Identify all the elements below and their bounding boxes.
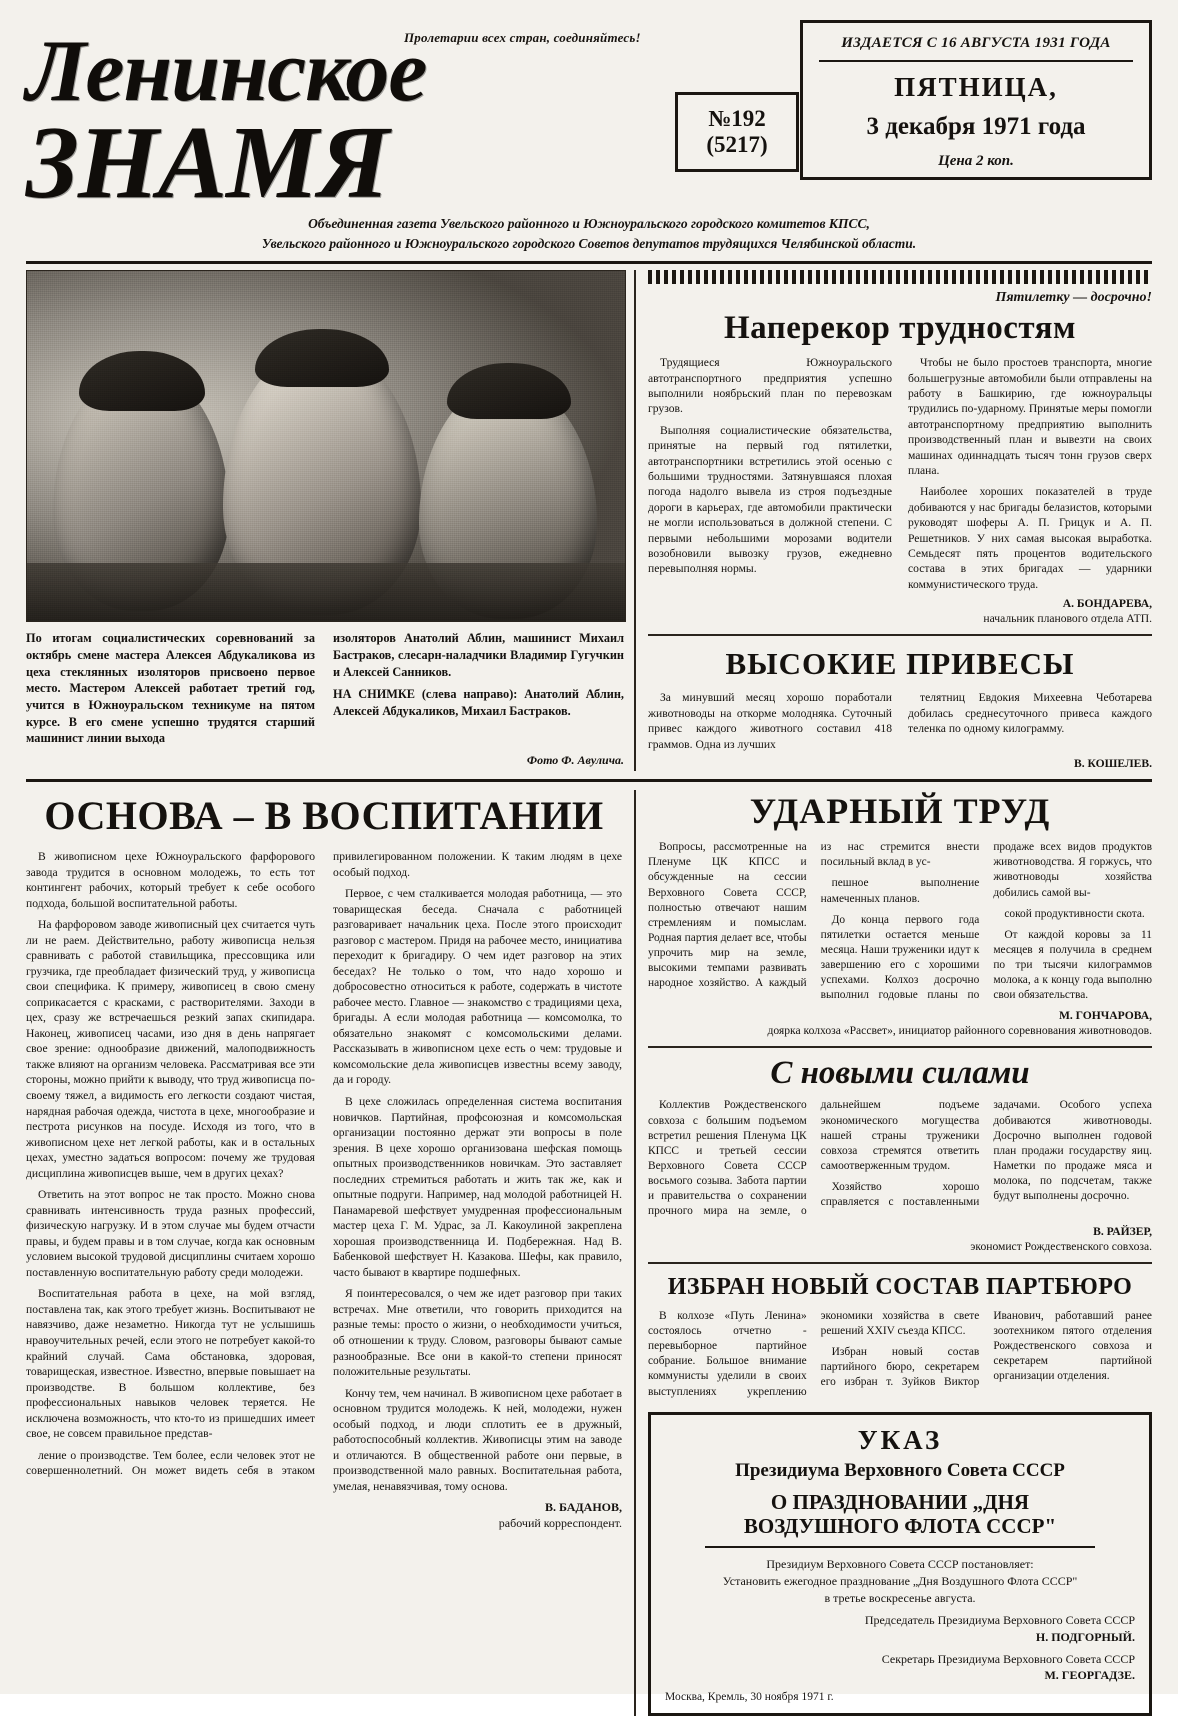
- section-divider: [648, 634, 1152, 636]
- headline-novye-sily: С новыми силами: [770, 1054, 1030, 1091]
- kicker-pyatiletku: Пятилетку — досрочно!: [995, 290, 1152, 306]
- main-content: [26, 779, 1152, 1716]
- paragraph: В колхозе «Путь Ленина» состоялось отчетно - перевыборное партийное собрание. Большое внимание коммунисты уделили в своих выступлениях укреплению экономики хозяйства в свете решений XXIV съезда КПСС.: [648, 1309, 980, 1398]
- byline-badanov: [26, 1500, 622, 1531]
- photo-caption-right-2: НА СНИМКЕ (слева направо): Анатолий Аблин, Алексей Абдукаликов, Михаил Бастраков.: [333, 687, 624, 718]
- headline-partbyuro: ИЗБРАН НОВЫЙ СОСТАВ ПАРТБЮРО: [667, 1273, 1133, 1300]
- signature-name: В. РАЙЗЕР,: [1093, 1224, 1152, 1238]
- signature-name: М. ГОНЧАРОВА,: [1058, 1008, 1152, 1022]
- paragraph: Ответить на этот вопрос не так просто. Можно снова сравнивать интенсивность труда разных профессий, физическую нагрузку. И в этом случае мы будем отчасти правы, и будем правы и в том случае, когда как основным условием высокой трудовой дисциплины считаем хорошо поставленную воспитательную работу среди молодежи.: [26, 1188, 315, 1279]
- subtitle-line-1: Объединенная газета Увельского районного и Южноуральского городского комитетов КПСС,: [308, 216, 870, 231]
- paragraph: Я поинтересовался, о чем же идет разговор при таких встречах. Мне ответили, что говорить приходится на разные темы: просто о жизни, о необходимости учиться, об отношении к труду. Словом, разговоры бывают самые разнообразные. Все они в какой-то степени приносят положительные результаты.: [333, 1287, 622, 1379]
- paragraph: Хозяйство хорошо справляется с поставленными задачами. Особого успеха добиваются животноводы. Досрочно выполнен годовой план продажи государству яиц. Наметки по продаже мяса и молока, по подсчетам, также будут выполнены досрочно.: [820, 1099, 1152, 1209]
- issue-serial: (5217): [706, 132, 768, 157]
- ukaz-title: УКАЗ: [857, 1424, 943, 1455]
- subtitle-line-2: Увельского районного и Южноуральского городского Советов депутатов трудящихся Челябинской области.: [261, 235, 917, 251]
- paragraph: пешное выполнение намеченных планов.: [820, 877, 980, 905]
- ukaz-sign1-name: Н. ПОДГОРНЫЙ.: [1035, 1629, 1135, 1644]
- paragraph: За минувший месяц хорошо поработали животноводы на откорме молодняка. Суточный привес каждого животного составил 418 граммов. Одна из лучших: [648, 691, 892, 751]
- photo-grain-overlay: [27, 271, 625, 621]
- headline-vysokie-privesy: ВЫСОКИЕ ПРИВЕСЫ: [725, 646, 1075, 682]
- paper-title-line2: ЗНАМЯ: [26, 104, 389, 220]
- paragraph: В цехе сложилась определенная система воспитания новичков. Партийная, профсоюзная и комсомольская организации постоянно держат эти вопросы в поле зрения. В цехе хорошо организована шефская помощь опытных производственников новичкам. Это заставляет последних стремиться работать и жить так же, как и опытные подруги. Например, над молодой работницей Н. Панамаревой шефствует умудренная профессиональным мастер цеха Г. М. Удрас, за Л. Какоулиной закреплена хорошая производственница И. Подбережная. Над В. Бабенковой шефствует Н. Казакова. Шефы, как правило, часто бывают в квартире подшефных.: [333, 1095, 622, 1279]
- article-osnova: [26, 790, 636, 1716]
- photo-caption-right-1: изоляторов Анатолий Аблин, машинист Михаил Бастраков, слесарн-наладчики Владимир Гугучкин и Алексей Санников.: [333, 631, 624, 679]
- price: Цена 2 коп.: [938, 153, 1014, 169]
- ukaz-body-line3: в третье воскресенье августа.: [824, 1590, 976, 1605]
- top-section: [26, 270, 1152, 771]
- headline-naperekor: Наперекор трудностям: [724, 310, 1076, 347]
- issue-number: №192: [708, 106, 766, 132]
- paragraph: Кончу тем, чем начинал. В живописном цехе работает в основном трудится молодежь. К ней, молодежи, нужен особый подход, и люди сплотить ее в дружный, работоспособный коллектив. Живописцы этим на заводе и отличаются. В общественной работе они первые, в производственной мало равных. Воспитательная работа, умелая, ненавязчивая, тому основа.: [333, 1386, 622, 1493]
- founded-line: ИЗДАЕТСЯ С 16 АВГУСТА 1931 ГОДА: [841, 35, 1111, 51]
- signature-goncharova: [648, 1008, 1152, 1038]
- paragraph: До конца первого года пятилетки остается меньше месяца. Наши труженики идут к завершению его с хорошими успехами. Колхоз досрочно выполнил годовые планы по продаже всех видов продуктов животноводства. Я горжусь, что животноводы хозяйства добились самой вы-: [820, 841, 1152, 1002]
- paragraph: Трудящиеся Южноуральского автотранспортного предприятия успешно выполнили ноябрьский план по перевозкам грузов.: [648, 356, 892, 416]
- section-divider: [648, 1262, 1152, 1264]
- article-novye-sily-body: [648, 1098, 1152, 1219]
- headline-udarny-trud: УДАРНЫЙ ТРУД: [749, 791, 1051, 832]
- ukaz-sign1-role: Председатель Президиума Верховного Совета СССР: [864, 1613, 1135, 1628]
- top-right-column: [636, 270, 1152, 771]
- paper-title-line1: Ленинское: [26, 23, 427, 120]
- ukaz-sign2-name: М. ГЕОРГАДЗЕ.: [1044, 1667, 1135, 1682]
- date-block: [800, 20, 1152, 180]
- paragraph: Чтобы не было простоев транспорта, многие большегрузные автомобили были отправлены на работу в Башкирию, где южноуральцы трудились по-ударному. Принятые меры помогли автотранспортному предприятию выполнить производственный план и вывезти на своих машинах одиннадцать тысяч тонн грузов сверх плана.: [908, 356, 1152, 477]
- photo-caption-right: [325, 630, 624, 747]
- paragraph: Коллектив Рождественского совхоза с большим подъемом встретил решения Пленума ЦК КПСС и третьей сессии Верховного Совета СССР восьмого созыва. Забота партии и правительства о сохранении прочного мира на земле, о дальнейшем подъеме экономического могущества нашей страны труженики совхоза стремятся ответить самоотверженным трудом.: [648, 1099, 980, 1218]
- signature-role: экономист Рождественского совхоза.: [970, 1239, 1152, 1253]
- paragraph: Воспитательная работа в цехе, на мой взгляд, поставлена так, как этого требует жизнь. Воспитывают не навязчиво, даже незаметно. Никогда тут не услышишь нравоучительных речей, если этого не потребует какой-то крайний случай. Сама обстановка, здоровая, товарищеская, известное. Известно, впервые повышает на производстве. В большом коллективе, без профессиональных навыков человек теряется. Не исключена возможность, что кто-то из пришедших имеет свое, не совсем правильное представ-: [26, 1287, 315, 1441]
- paragraph: Первое, с чем сталкивается молодая работница, — это товарищеская беседа. Сначала с работницей разговаривает начальник цеха. После этого происходит разговор с мастером. Придя на рабочее место, инициатива переходит к бригадиру. О чем идет разговор на этих беседах? Не только о том, что надо хорошо и добросовестно относиться к работе, содержать в чистоте рабочее место. Главное — знакомство с традициями цеха, бригады. А если молодая работница — комсомолка, то обязательно знакомят с комсомольскими делами. Рассказывать в живописном цехе есть о чем: трудовые и комсомольские дела живописцев известны всему заводу, да и городу.: [333, 887, 622, 1087]
- ukaz-heading-line1: О ПРАЗДНОВАНИИ „ДНЯ: [770, 1489, 1030, 1514]
- headline-osnova: ОСНОВА – В ВОСПИТАНИИ: [44, 793, 604, 839]
- paragraph: сокой продуктивности скота.: [1004, 907, 1145, 920]
- paragraph: Наиболее хороших показателей в труде добиваются у нас бригады белазистов, которыми руководят шоферы А. П. Грицук и А. П. Решетников. У них самая высокая выработка. Семьдесят пять процентов водительского состава в этих бригадах — ударники коммунистического труда.: [908, 485, 1152, 591]
- byline-name: В. БАДАНОВ,: [544, 1500, 622, 1515]
- date-rule: [819, 60, 1133, 62]
- ukaz-signature-2: [665, 1651, 1135, 1683]
- paragraph: ление о производстве. Тем более, если человек этот не совершеннолетний. Он может видеть себя в этаком привилегированном положении. К таким людям в цехе особый подход.: [26, 850, 622, 1478]
- ukaz-subtitle: Президиума Верховного Совета СССР: [735, 1459, 1065, 1481]
- paragraph: В живописном цехе Южноуральского фарфорового завода трудится в основном молодежь, то есть тот контингент рабочих, который требует к себе особого подхода, большой воспитательной работы.: [26, 850, 315, 910]
- ukaz-box: [648, 1412, 1152, 1716]
- issue-box: [675, 92, 799, 172]
- signature-role: начальник планового отдела АТП.: [983, 612, 1152, 626]
- article-osnova-body: [26, 849, 622, 1494]
- issue-date: 3 декабря 1971 года: [866, 113, 1086, 140]
- decorative-ornament: [648, 270, 1152, 284]
- paragraph: От каждой коровы за 11 месяцев я получила в среднем по три тысячи килограммов молока, а к концу года выполню свои обязательства.: [993, 928, 1152, 1002]
- masthead-divider: [26, 261, 1152, 264]
- masthead: [26, 14, 1152, 220]
- section-divider: [648, 1046, 1152, 1048]
- paragraph: Избран новый состав партийного бюро, секретарем его избран т. Зуйков Виктор Иванович, работавший ранее зоотехником пятого отделения Рождественского совхоза и секретарем партийной организации отделения.: [820, 1309, 1152, 1389]
- signature-bondareva: [648, 596, 1152, 626]
- photo-credit: Фото Ф. Авулича.: [526, 753, 624, 768]
- ukaz-place-date: Москва, Кремль, 30 ноября 1971 г.: [665, 1691, 834, 1704]
- ukaz-heading-line2: ВОЗДУШНОГО ФЛОТА СССР": [743, 1513, 1057, 1538]
- signature-name: А. БОНДАРЕВА,: [1062, 597, 1152, 611]
- slogan: Пролетарии всех стран, соединяйтесь!: [404, 30, 641, 45]
- photo-caption: [26, 630, 624, 747]
- right-column: [636, 790, 1152, 1716]
- nameplate: [26, 14, 666, 220]
- article-naperekor-body: [648, 355, 1152, 592]
- paragraph: телятниц Евдокия Михеевна Чеботарева добилась среднесуточного привеса каждого теленка по одному килограмму.: [908, 691, 1152, 736]
- signature-role: доярка колхоза «Рассвет», инициатор районного соревнования животноводов.: [767, 1023, 1152, 1037]
- signature-raizer: [648, 1224, 1152, 1254]
- article-partbyuro-body: [648, 1309, 1152, 1400]
- article-privesy-body: [648, 690, 1152, 752]
- signature-name: В. КОШЕЛЕВ.: [1074, 756, 1152, 770]
- ukaz-body-line1: Президиум Верховного Совета СССР постановляет:: [766, 1556, 1034, 1571]
- ukaz-sign2-role: Секретарь Президиума Верховного Совета СССР: [881, 1651, 1135, 1666]
- article-udarny-body: [648, 840, 1152, 1004]
- weekday: ПЯТНИЦА,: [894, 72, 1058, 102]
- ukaz-divider: [705, 1546, 1095, 1548]
- paragraph: На фарфоровом заводе живописный цех считается чуть ли не раем. Действительно, работу живописца нельзя сравнивать с работой ставильщика, прессовщика или грузчика, где преобладает физический труд, у живописца свои специфика. К примеру, живописец в свою смену соприкасается с красками, с растворителями. Заходи в цех, сразу же встречаешься резкий запах скипидара. Наконец, живописец часами, изо дня в день напрягает свое зрение: однообразие движений, малоподвижность также влияют на организм человека. Рассматривая все эти стороны, можно прийти к выводу, что труд живописца по-своему тяжел, а видимость его легкости создают чистая, нарядная рабочая одежда, чистота в цехе, многообразие и пестрота рисунков на посуде. Исходя из того, что в живописном цехе нет легкой работы, как и в остальных цехах, уместно задаться вопросом: почему же трудовая дисциплина живописцев выше, чем в других цехах?: [26, 918, 315, 1180]
- photo-caption-left: По итогам социалистических соревнований за октябрь смене мастера Алексея Абдукаликова из цеха стеклянных изоляторов присвоено первое место. Мастером Алексей работает третий год, учится в Южноуральском техникуме на пятом курсе. В его смене успешно трудятся старший машинист линии выхода: [26, 631, 315, 746]
- ukaz-signature-1: [665, 1612, 1135, 1644]
- signature-koshelev: [648, 756, 1152, 771]
- paragraph: Вопросы, рассмотренные на Пленуме ЦК КПСС и обсужденные на сессии Верховного Совета СССР, полностью отвечают нашим стремлениям и помыслам. Родная партия делает все, чтобы упрочить мир на земле, высокими темпами развивать народное хозяйство. А каждый из нас стремится внести посильный вклад в ус-: [648, 841, 980, 990]
- byline-role: рабочий корреспондент.: [498, 1515, 622, 1530]
- paragraph: Выполняя социалистические обязательства, принятые на первый год пятилетки, автотранспортники встретились этой осенью с большими трудностями. Затянувшаяся плохая погода надолго вывела из строя подъездные дороги в карьерах, где автомобили практически не могли использоваться в должной степени. С первыми небольшими морозами водители возобновили вывозку грузов, ежедневно перевыполняя нормы.: [648, 423, 892, 576]
- news-photo: [26, 270, 626, 622]
- photo-column: [26, 270, 636, 771]
- ukaz-body-line2: Установить ежегодное празднование „Дня Воздушного Флота СССР": [722, 1573, 1078, 1588]
